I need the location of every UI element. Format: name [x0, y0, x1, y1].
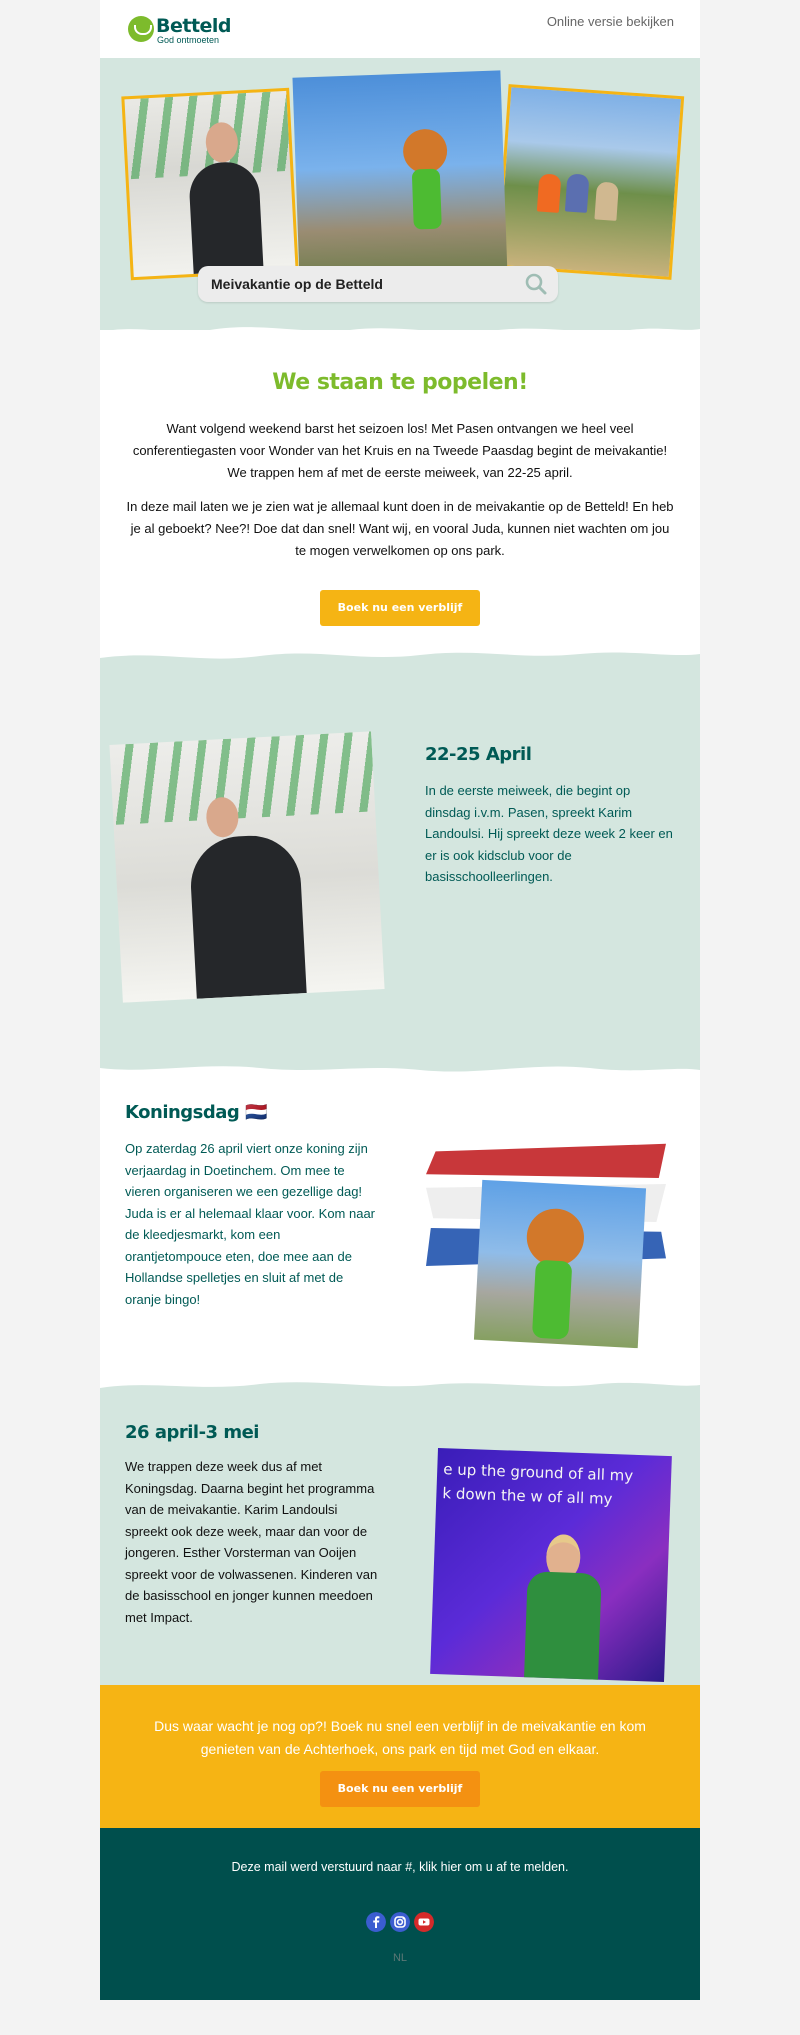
kid-figure	[594, 181, 619, 220]
email-header	[100, 0, 700, 58]
kingsday-heading: Koningsdag 🇳🇱	[125, 1102, 267, 1123]
dutch-flag-backdrop	[426, 1126, 670, 1296]
speaker-figure	[188, 160, 264, 274]
kid-figure	[537, 173, 562, 212]
hero-photo-speaker	[121, 88, 298, 281]
email-body	[100, 0, 700, 2000]
week2-singer-photo	[430, 1448, 672, 1682]
torn-edge-divider	[100, 1376, 700, 1406]
hero-search-bar[interactable]	[198, 266, 558, 302]
cta-book-now-button[interactable]: Boek nu een verblijf	[320, 1771, 480, 1807]
logo-mark-icon	[128, 16, 154, 42]
logo-tagline: God ontmoeten	[157, 35, 220, 45]
hero-search-text: Meivakantie op de Betteld	[211, 276, 383, 292]
torn-edge-divider	[100, 1058, 700, 1082]
kingsday-section	[100, 1080, 700, 1390]
week2-text: We trappen deze week dus af met Koningsdag. Daarna begint het programma van de meivakantie. Karim Landoulsi spreekt ook deze week, maar dan voor de jongeren. Esther Vorsterman van Ooijen spreekt voor de volwassenen. Kinderen van de basisschool en jonger kunnen meedoen met Impact.	[125, 1459, 378, 1625]
juda-lion-mascot	[522, 1207, 586, 1340]
intro-section	[100, 330, 700, 660]
speaker-figure	[188, 833, 306, 999]
lyric-line-2: k down the w of all my	[442, 1484, 613, 1509]
facebook-icon[interactable]	[366, 1912, 386, 1932]
book-now-button[interactable]: Boek nu een verblijf	[320, 590, 480, 626]
week2-heading: 26 april-3 mei	[125, 1422, 259, 1443]
bunting-decoration	[109, 731, 375, 825]
week1-section	[100, 660, 700, 1080]
hero-photo-mascot	[292, 70, 507, 283]
juda-lion-mascot	[402, 128, 449, 229]
logo-name: Betteld	[156, 15, 232, 37]
hero-photo-kids	[496, 84, 684, 280]
intro-paragraph-1: Want volgend weekend barst het seizoen los! Met Pasen ontvangen we heel veel conferentiegasten voor Wonder van het Kruis en na Tweede Paasdag begint de meivakantie! We trappen hem af met de eerste meiweek, van 22-25 april.	[132, 421, 668, 480]
kingsday-mascot-photo	[474, 1180, 646, 1348]
kid-figure	[565, 173, 590, 212]
lyric-line-1: e up the ground of all my	[442, 1460, 634, 1485]
social-links	[360, 1912, 440, 1934]
intro-paragraph-2: In deze mail laten we je zien wat je allemaal kunt doen in de meivakantie op de Betteld! En heb je al geboekt? Nee?! Doe dat dan snel! Want wij, en vooral Juda, kunnen niet wachten om jou te mogen verwelkomen op ons park.	[126, 499, 674, 558]
week1-text: In de eerste meiweek, die begint op dinsdag i.v.m. Pasen, spreekt Karim Landoulsi. Hij spreekt deze week 2 keer en er is ook kidsclub voor de basisschoolleerlingen.	[425, 783, 673, 884]
torn-edge-divider	[100, 318, 700, 342]
youtube-icon[interactable]	[414, 1912, 434, 1932]
betteld-logo[interactable]	[128, 14, 238, 46]
singer-figure	[516, 1533, 612, 1682]
cta-text: Dus waar wacht je nog op?! Boek nu snel een verblijf in de meivakantie en kom genieten van de Achterhoek, ons park en tijd met God en elkaar.	[154, 1718, 646, 1757]
torn-edge-divider	[100, 646, 700, 676]
search-icon[interactable]	[524, 272, 548, 296]
unsubscribe-text[interactable]: Deze mail werd verstuurd naar #, klik hier om u af te melden.	[231, 1860, 569, 1874]
language-label: NL	[392, 1952, 408, 1964]
week1-heading: 22-25 April	[425, 744, 532, 765]
week2-section	[100, 1390, 700, 1685]
kingsday-text: Op zaterdag 26 april viert onze koning zijn verjaardag in Doetinchem. Om mee te vieren organiseren we een gezellige dag! Juda is er al helemaal klaar voor. Kom naar de kleedjesmarkt, kom een orantjetompouce eten, doe mee aan de Hollandse spelletjes en sluit af met de oranje bingo!	[125, 1141, 376, 1307]
intro-heading: We staan te popelen!	[272, 370, 528, 395]
cta-banner	[100, 1685, 700, 1828]
email-footer	[100, 1828, 700, 2000]
hero-section	[100, 58, 700, 330]
week1-speaker-photo	[109, 731, 384, 1002]
instagram-icon[interactable]	[390, 1912, 410, 1932]
online-version-link[interactable]: Online versie bekijken	[546, 14, 674, 29]
